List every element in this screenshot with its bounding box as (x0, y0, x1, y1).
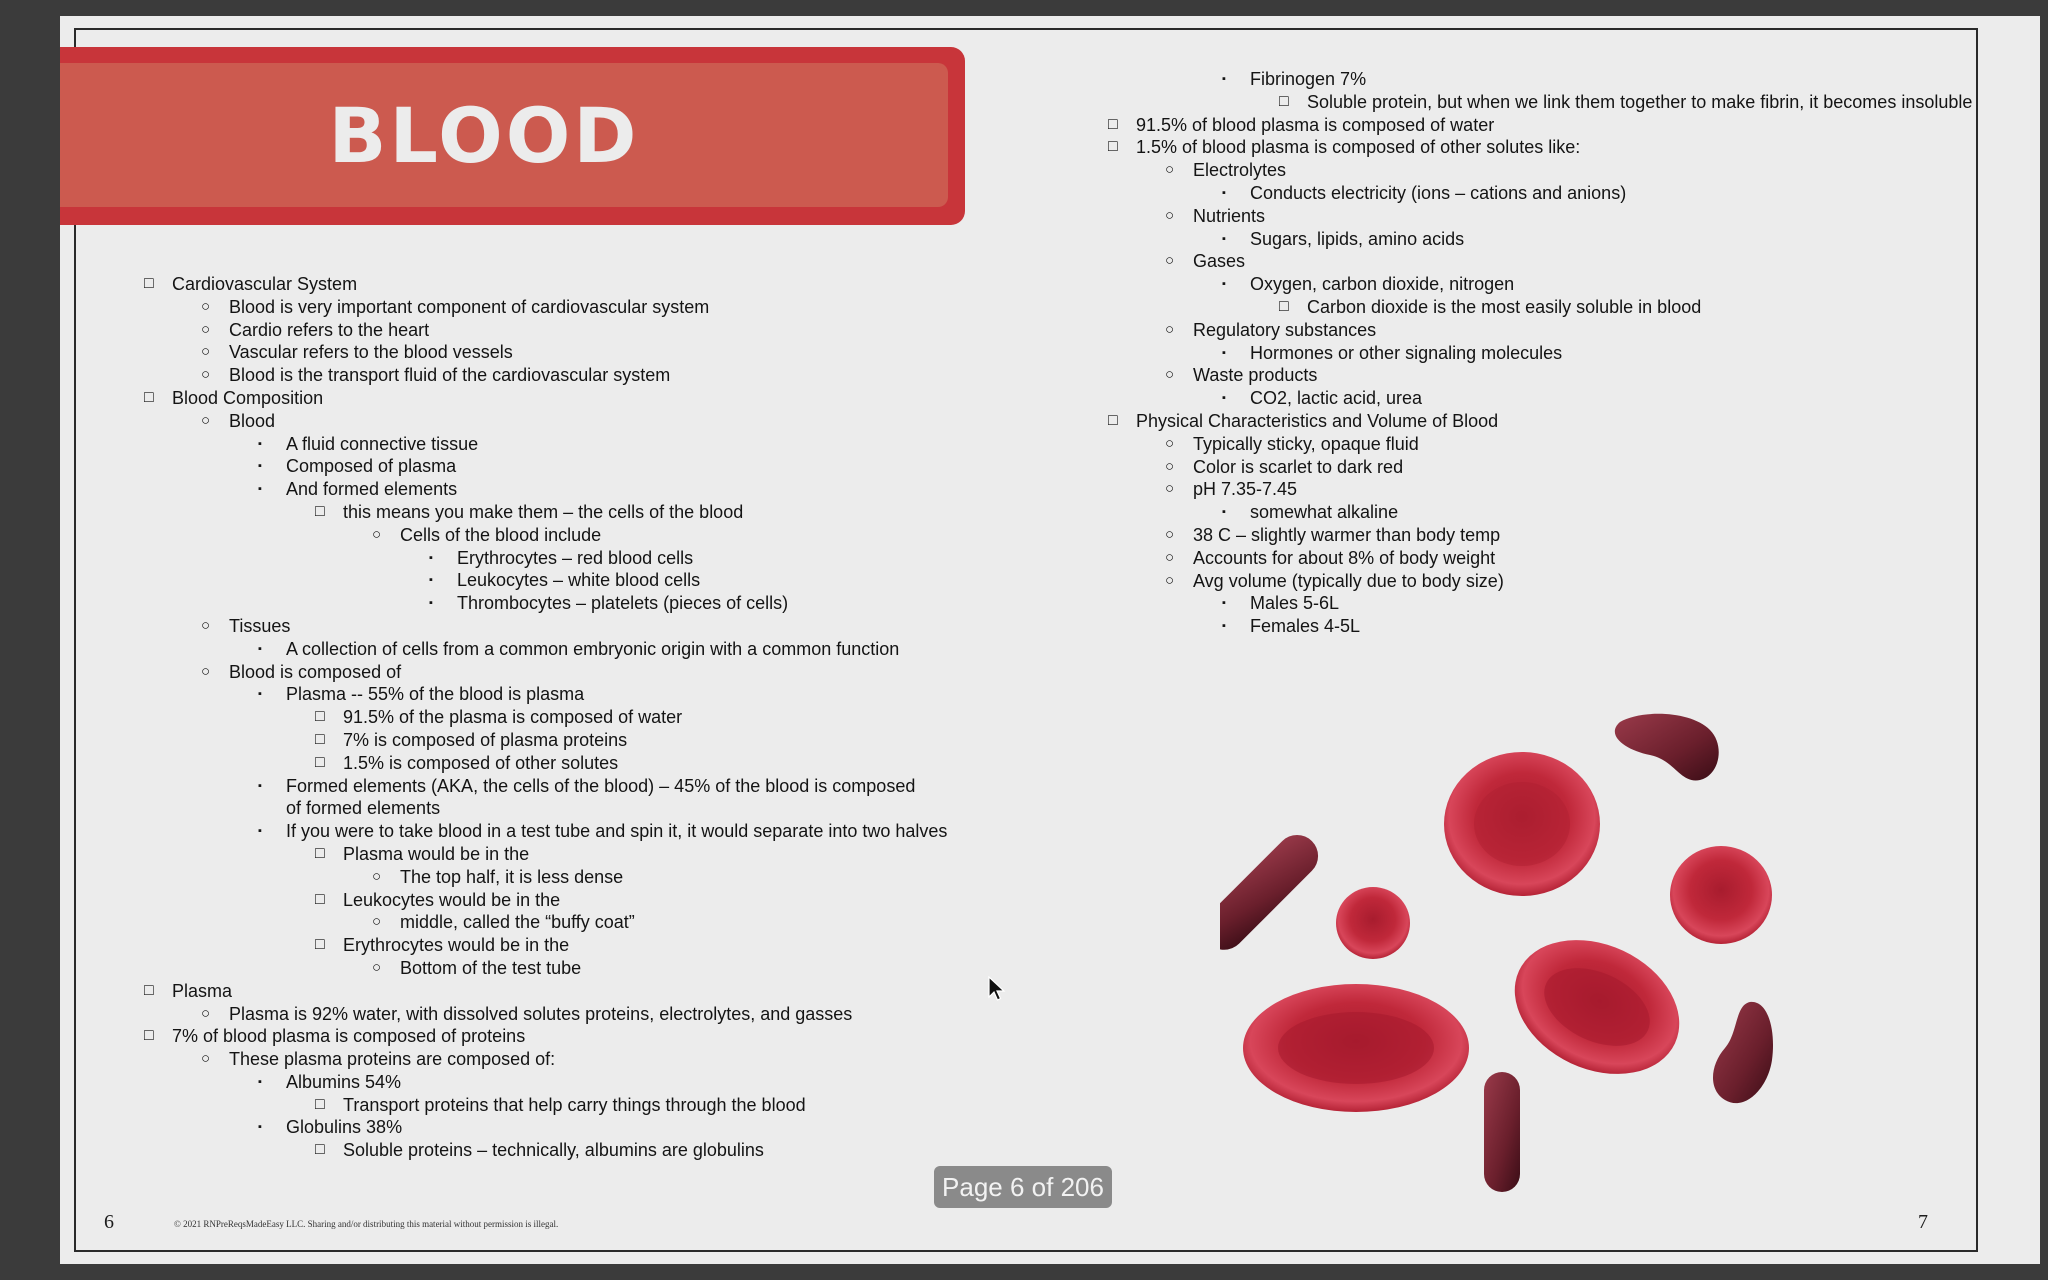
outline-line (1108, 159, 1928, 182)
square-bullet-icon: ▪ (429, 597, 433, 610)
copyright-notice: © 2021 RNPreReqsMadeEasy LLC. Sharing and/or distributing this material without permission is illegal. (174, 1219, 559, 1229)
white-blood-cell (1484, 1072, 1520, 1192)
outline-line (144, 980, 964, 1003)
outline-line (144, 934, 964, 957)
outline-text: Hormones or other signaling molecules (1250, 342, 1563, 363)
outline-text: Soluble protein, but when we link them together to make fibrin, it becomes insoluble (1307, 91, 1973, 112)
outline-line (144, 547, 964, 570)
outline-line (144, 775, 964, 821)
outline-text: Conducts electricity (ions – cations and anions) (1250, 182, 1627, 203)
box-bullet-icon: □ (1279, 297, 1289, 315)
box-bullet-icon: □ (144, 981, 154, 999)
square-bullet-icon: ▪ (1222, 620, 1226, 633)
square-bullet-icon: ▪ (429, 551, 433, 564)
outline-line (144, 433, 964, 456)
outline-text: CO2, lactic acid, urea (1250, 388, 1423, 409)
circle-bullet-icon: ○ (1165, 548, 1175, 566)
box-bullet-icon: □ (315, 1095, 325, 1113)
outline-line (1108, 615, 1928, 638)
outline-text: Nutrients (1193, 205, 1266, 226)
outline-text: 1.5% is composed of other solutes (343, 752, 619, 773)
box-bullet-icon: □ (1108, 411, 1118, 429)
outline-text: Blood is very important component of cardiovascular system (229, 296, 710, 317)
box-bullet-icon: □ (315, 753, 325, 771)
outline-text: Typically sticky, opaque fluid (1193, 433, 1419, 454)
square-bullet-icon: ▪ (1222, 392, 1226, 405)
square-bullet-icon: ▪ (258, 437, 262, 450)
outline-line (1108, 364, 1928, 387)
outline-text: Leukocytes – white blood cells (457, 570, 701, 591)
outline-text: Oxygen, carbon dioxide, nitrogen (1250, 274, 1515, 295)
outline-line (1108, 68, 1928, 91)
outline-text: Cardio refers to the heart (229, 319, 430, 340)
outline-line (144, 296, 964, 319)
square-bullet-icon: ▪ (258, 688, 262, 701)
outline-text: Gases (1193, 251, 1246, 272)
circle-bullet-icon: ○ (1165, 320, 1175, 338)
outline-line (1108, 456, 1928, 479)
square-bullet-icon: ▪ (258, 460, 262, 473)
outline-line (144, 455, 964, 478)
square-bullet-icon: ▪ (258, 642, 262, 655)
circle-bullet-icon: ○ (201, 1004, 211, 1022)
outline-line (1108, 182, 1928, 205)
right-page-outline (1108, 68, 1973, 638)
outline-line (144, 501, 964, 524)
outline-text: The top half, it is less dense (400, 866, 624, 887)
box-bullet-icon: □ (315, 936, 325, 954)
circle-bullet-icon: ○ (201, 1050, 211, 1068)
outline-text: Color is scarlet to dark red (1193, 456, 1404, 477)
outline-line (144, 752, 964, 775)
outline-line (144, 820, 964, 843)
left-page-number: 6 (104, 1211, 114, 1233)
outline-line (1108, 387, 1928, 410)
outline-line (144, 638, 964, 661)
outline-text: 38 C – slightly warmer than body temp (1193, 524, 1501, 545)
outline-line (144, 729, 964, 752)
square-bullet-icon: ▪ (1222, 278, 1226, 291)
outline-line (144, 843, 964, 866)
outline-line (144, 889, 964, 912)
outline-text: 7% is composed of plasma proteins (343, 729, 628, 750)
outline-line (144, 1025, 964, 1048)
circle-bullet-icon: ○ (201, 297, 211, 315)
box-bullet-icon: □ (315, 730, 325, 748)
square-bullet-icon: ▪ (1222, 186, 1226, 199)
outline-text: this means you make them – the cells of the blood (343, 501, 744, 522)
box-bullet-icon: □ (315, 890, 325, 908)
outline-text: A collection of cells from a common embryonic origin with a common function (286, 638, 900, 659)
outline-text: Avg volume (typically due to body size) (1193, 570, 1504, 591)
outline-line (1108, 319, 1928, 342)
circle-bullet-icon: ○ (372, 913, 382, 931)
square-bullet-icon: ▪ (1222, 597, 1226, 610)
outline-line (1108, 547, 1928, 570)
blood-cells-illustration (1220, 700, 1780, 1200)
outline-text: These plasma proteins are composed of: (229, 1049, 556, 1070)
outline-text: Electrolytes (1193, 160, 1287, 181)
white-blood-cell (1713, 1002, 1773, 1103)
outline-line (1108, 570, 1928, 593)
circle-bullet-icon: ○ (372, 867, 382, 885)
outline-line (1108, 524, 1928, 547)
outline-text: A fluid connective tissue (286, 433, 479, 454)
white-blood-cell (1220, 826, 1327, 958)
outline-line (144, 592, 964, 615)
outline-text: If you were to take blood in a test tube and spin it, it would separate into two halves (286, 821, 948, 842)
red-blood-cell (1336, 887, 1410, 959)
outline-text: Plasma is 92% water, with dissolved solutes proteins, electrolytes, and gasses (229, 1003, 853, 1024)
circle-bullet-icon: ○ (201, 411, 211, 429)
outline-text: Blood is composed of (229, 661, 402, 682)
outline-line (144, 273, 964, 296)
square-bullet-icon: ▪ (258, 483, 262, 496)
outline-text: 91.5% of blood plasma is composed of water (1136, 114, 1495, 135)
outline-line (144, 1003, 964, 1026)
white-blood-cell (1615, 714, 1719, 781)
square-bullet-icon: ▪ (258, 1121, 262, 1134)
red-blood-cell (1278, 1012, 1434, 1084)
box-bullet-icon: □ (144, 1027, 154, 1045)
circle-bullet-icon: ○ (1165, 480, 1175, 498)
outline-text: Regulatory substances (1193, 319, 1377, 340)
outline-line (1108, 273, 1928, 296)
red-blood-cell (1670, 846, 1772, 944)
circle-bullet-icon: ○ (1165, 525, 1175, 543)
outline-text: Composed of plasma (286, 456, 457, 477)
outline-line (1108, 136, 1928, 159)
outline-text: Accounts for about 8% of body weight (1193, 547, 1496, 568)
outline-text: Thrombocytes – platelets (pieces of cells) (457, 593, 789, 614)
outline-line (144, 957, 964, 980)
square-bullet-icon: ▪ (258, 825, 262, 838)
box-bullet-icon: □ (315, 708, 325, 726)
outline-line (144, 615, 964, 638)
outline-text: Vascular refers to the blood vessels (229, 342, 513, 363)
outline-line (144, 706, 964, 729)
outline-line (1108, 114, 1928, 137)
outline-text: Females 4-5L (1250, 616, 1361, 637)
mouse-cursor-icon (988, 976, 1006, 1002)
outline-line (1108, 205, 1928, 228)
outline-text: Cells of the blood include (400, 524, 602, 545)
circle-bullet-icon: ○ (201, 366, 211, 384)
box-bullet-icon: □ (315, 502, 325, 520)
outline-line (144, 1116, 964, 1139)
outline-text: Blood is the transport fluid of the cardiovascular system (229, 365, 671, 386)
square-bullet-icon: ▪ (1222, 73, 1226, 85)
box-bullet-icon: □ (315, 1141, 325, 1159)
outline-text: Soluble proteins – technically, albumins are globulins (343, 1140, 764, 1161)
page-indicator: Page 6 of 206 (934, 1166, 1112, 1208)
outline-line (1108, 478, 1928, 501)
outline-line (144, 1048, 964, 1071)
box-bullet-icon: □ (1279, 92, 1289, 110)
outline-line (144, 911, 964, 934)
outline-text: And formed elements (286, 479, 458, 500)
outline-line (144, 866, 964, 889)
outline-text: Transport proteins that help carry things through the blood (343, 1094, 806, 1115)
outline-line (144, 341, 964, 364)
circle-bullet-icon: ○ (201, 320, 211, 338)
outline-line (144, 387, 964, 410)
outline-text: somewhat alkaline (1250, 502, 1399, 523)
outline-text: Blood Composition (172, 387, 324, 408)
outline-text: Males 5-6L (1250, 593, 1340, 614)
square-bullet-icon: ▪ (1222, 506, 1226, 519)
outline-line (1108, 228, 1928, 251)
circle-bullet-icon: ○ (1165, 571, 1175, 589)
outline-text: Waste products (1193, 365, 1318, 386)
outline-line (144, 661, 964, 684)
outline-text: Plasma -- 55% of the blood is plasma (286, 684, 585, 705)
outline-line (144, 524, 964, 547)
left-page-outline (144, 273, 964, 1162)
outline-text: Fibrinogen 7% (1250, 69, 1367, 89)
outline-text: 1.5% of blood plasma is composed of other solutes like: (1136, 137, 1581, 158)
outline-line (1108, 250, 1928, 273)
outline-line (1108, 410, 1928, 433)
outline-text: Erythrocytes would be in the (343, 935, 570, 956)
outline-text: Blood (229, 410, 276, 431)
square-bullet-icon: ▪ (258, 1075, 262, 1088)
outline-text: Carbon dioxide is the most easily soluble in blood (1307, 296, 1702, 317)
page-title: BLOOD (328, 90, 640, 180)
outline-text: Bottom of the test tube (400, 957, 582, 978)
outline-line (144, 569, 964, 592)
circle-bullet-icon: ○ (1165, 252, 1175, 270)
outline-line (1108, 342, 1928, 365)
outline-line (144, 364, 964, 387)
circle-bullet-icon: ○ (1165, 457, 1175, 475)
circle-bullet-icon: ○ (1165, 161, 1175, 179)
square-bullet-icon: ▪ (258, 779, 262, 792)
outline-line (1108, 433, 1928, 456)
title-banner-inner (60, 63, 948, 207)
circle-bullet-icon: ○ (372, 525, 382, 543)
outline-line (144, 410, 964, 433)
outline-line (1108, 501, 1928, 524)
box-bullet-icon: □ (315, 844, 325, 862)
circle-bullet-icon: ○ (372, 958, 382, 976)
outline-text: Albumins 54% (286, 1071, 402, 1092)
box-bullet-icon: □ (144, 388, 154, 406)
square-bullet-icon: ▪ (1222, 232, 1226, 245)
box-bullet-icon: □ (1108, 138, 1118, 156)
outline-text: 7% of blood plasma is composed of proteins (172, 1026, 526, 1047)
outline-text: middle, called the “buffy coat” (400, 912, 635, 933)
outline-text: Erythrocytes – red blood cells (457, 547, 694, 568)
outline-line (1108, 592, 1928, 615)
outline-text: Leukocytes would be in the (343, 889, 561, 910)
right-page-number: 7 (1918, 1211, 1928, 1233)
square-bullet-icon: ▪ (429, 574, 433, 587)
outline-text: Plasma would be in the (343, 843, 530, 864)
outline-text: pH 7.35-7.45 (1193, 479, 1298, 500)
outline-line (144, 1139, 964, 1162)
outline-text: Sugars, lipids, amino acids (1250, 228, 1465, 249)
circle-bullet-icon: ○ (1165, 434, 1175, 452)
outline-line (144, 683, 964, 706)
box-bullet-icon: □ (1108, 115, 1118, 133)
square-bullet-icon: ▪ (1222, 346, 1226, 359)
outline-line (144, 319, 964, 342)
outline-line (144, 1071, 964, 1094)
circle-bullet-icon: ○ (201, 616, 211, 634)
outline-text: Globulins 38% (286, 1117, 403, 1138)
outline-text: Tissues (229, 615, 291, 636)
box-bullet-icon: □ (144, 275, 154, 292)
circle-bullet-icon: ○ (1165, 366, 1175, 384)
circle-bullet-icon: ○ (201, 343, 211, 361)
outline-line (144, 478, 964, 501)
outline-text: Plasma (172, 980, 233, 1001)
outline-line (1108, 91, 1973, 114)
outline-text: 91.5% of the plasma is composed of water (343, 707, 683, 728)
outline-line (144, 1094, 964, 1117)
outline-text: Cardiovascular System (172, 274, 358, 294)
outline-line (1108, 296, 1928, 319)
outline-text: Formed elements (AKA, the cells of the blood) – 45% of the blood is composed of formed elements (286, 775, 916, 819)
outline-text: Physical Characteristics and Volume of Blood (1136, 410, 1499, 431)
title-banner (60, 47, 965, 225)
circle-bullet-icon: ○ (1165, 206, 1175, 224)
circle-bullet-icon: ○ (201, 662, 211, 680)
red-blood-cell (1474, 782, 1570, 866)
